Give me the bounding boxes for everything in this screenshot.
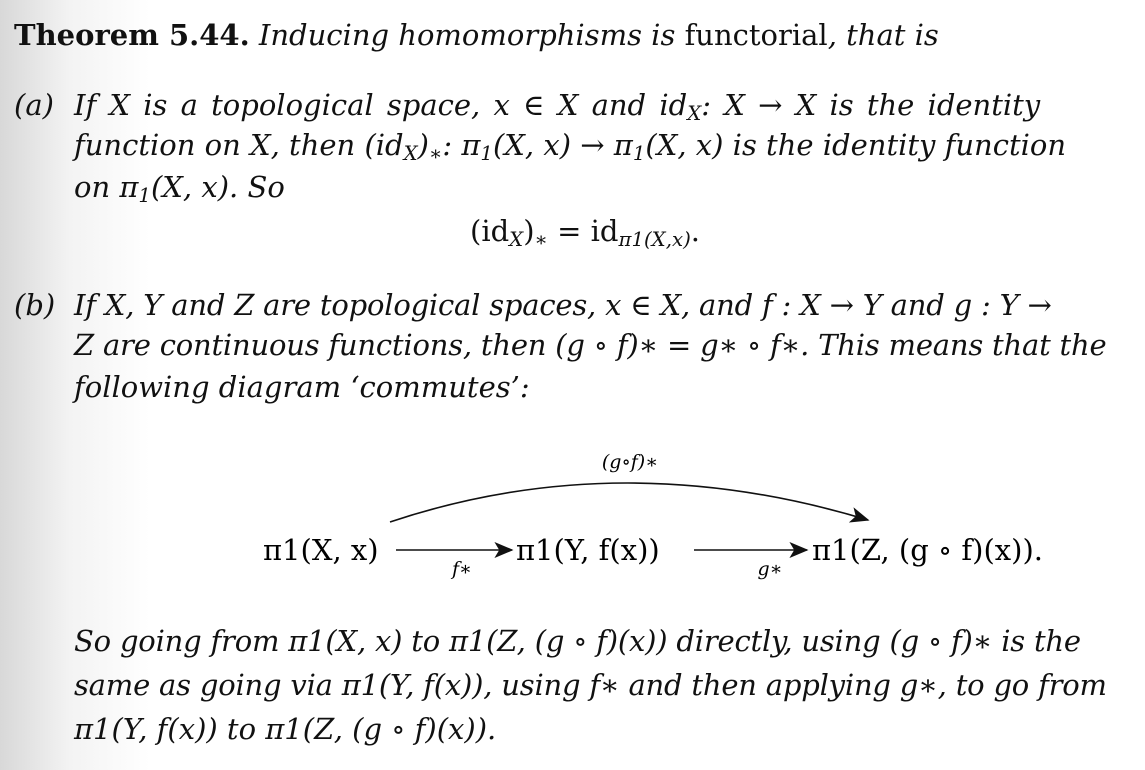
theorem-heading (14, 18, 939, 52)
arrow-f-star-label: f∗ (452, 558, 472, 580)
part-a-line-2-e: (X, x) is the identity function (645, 128, 1067, 162)
display-eq: = id (547, 214, 619, 248)
part-a-line-2-a: function on X, then (id (74, 128, 404, 162)
theorem-intro-end: , that is (827, 18, 939, 52)
top-arrow-label: (g∘f)∗ (601, 451, 659, 473)
part-a-display-equation: $(id_X)_∗ = id_{\pi 1(X,x)}$. (470, 214, 700, 251)
theorem-label: Theorem 5.44. (14, 18, 250, 52)
part-b-line-1: If X, Y and Z are topological spaces, x ∈ X, and f : X → Y and g : Y → (74, 288, 1052, 322)
part-b-line-2: Z are continuous functions, then (g ∘ f)∗ = g∗ ∘ f∗. This means that the (74, 328, 1107, 362)
part-a-line-1 (74, 88, 1041, 125)
part-b-marker: (b) (14, 288, 56, 322)
node-pi1-x: π1(X, x) (263, 533, 379, 567)
arrow-g-star-label: g∗ (757, 558, 783, 580)
display-mid: ) (523, 214, 535, 248)
part-a-line-2-d: (X, x) → π (492, 128, 633, 162)
display-left: (id (470, 214, 510, 248)
theorem-intro: Inducing homomorphisms is (258, 18, 676, 52)
part-a-line-2-sub: X (403, 141, 418, 165)
part-a-line-1-text: If X is a topological space, x ∈ X and id (74, 88, 688, 122)
part-a-line-3-a: on π (74, 170, 139, 204)
theorem-keyword: functorial (684, 18, 828, 52)
part-a-line-3-b: (X, x). So (150, 170, 285, 204)
closing-line-3: π1(Y, f(x)) to π1(Z, (g ∘ f)(x)). (74, 712, 497, 746)
part-a-marker: (a) (14, 88, 54, 122)
part-a-line-1-sub: X (687, 101, 702, 125)
node-pi1-y: π1(Y, f(x)) (516, 533, 660, 567)
part-b-line-3: following diagram ‘commutes’: (74, 370, 530, 404)
part-a-line-2-b: ) (417, 128, 429, 162)
closing-line-1: So going from π1(X, x) to π1(Z, (g ∘ f)(x)) directly, using (g ∘ f)∗ is the (74, 624, 1081, 658)
commutative-diagram (0, 430, 1145, 590)
display-sub: X (509, 227, 524, 251)
node-pi1-z: π1(Z, (g ∘ f)(x)). (812, 533, 1043, 567)
display-sub-2: π1(X,x) (618, 227, 691, 251)
curved-arrow (390, 483, 868, 522)
display-end: . (690, 214, 700, 248)
part-a-line-2-c: : π (442, 128, 481, 162)
part-a-line-3: on $\pi_1(X$, x). So (74, 170, 285, 207)
closing-line-2: same as going via π1(Y, f(x)), using f∗ and then applying g∗, to go from (74, 668, 1107, 702)
part-a-line-2: function on X, then $(id_X)_∗$: $\pi_1(X$, $x) \to \pi_1(X$, x) is the identity function (74, 128, 1067, 165)
part-a-line-1-end: : X → X is the identity (701, 88, 1041, 122)
